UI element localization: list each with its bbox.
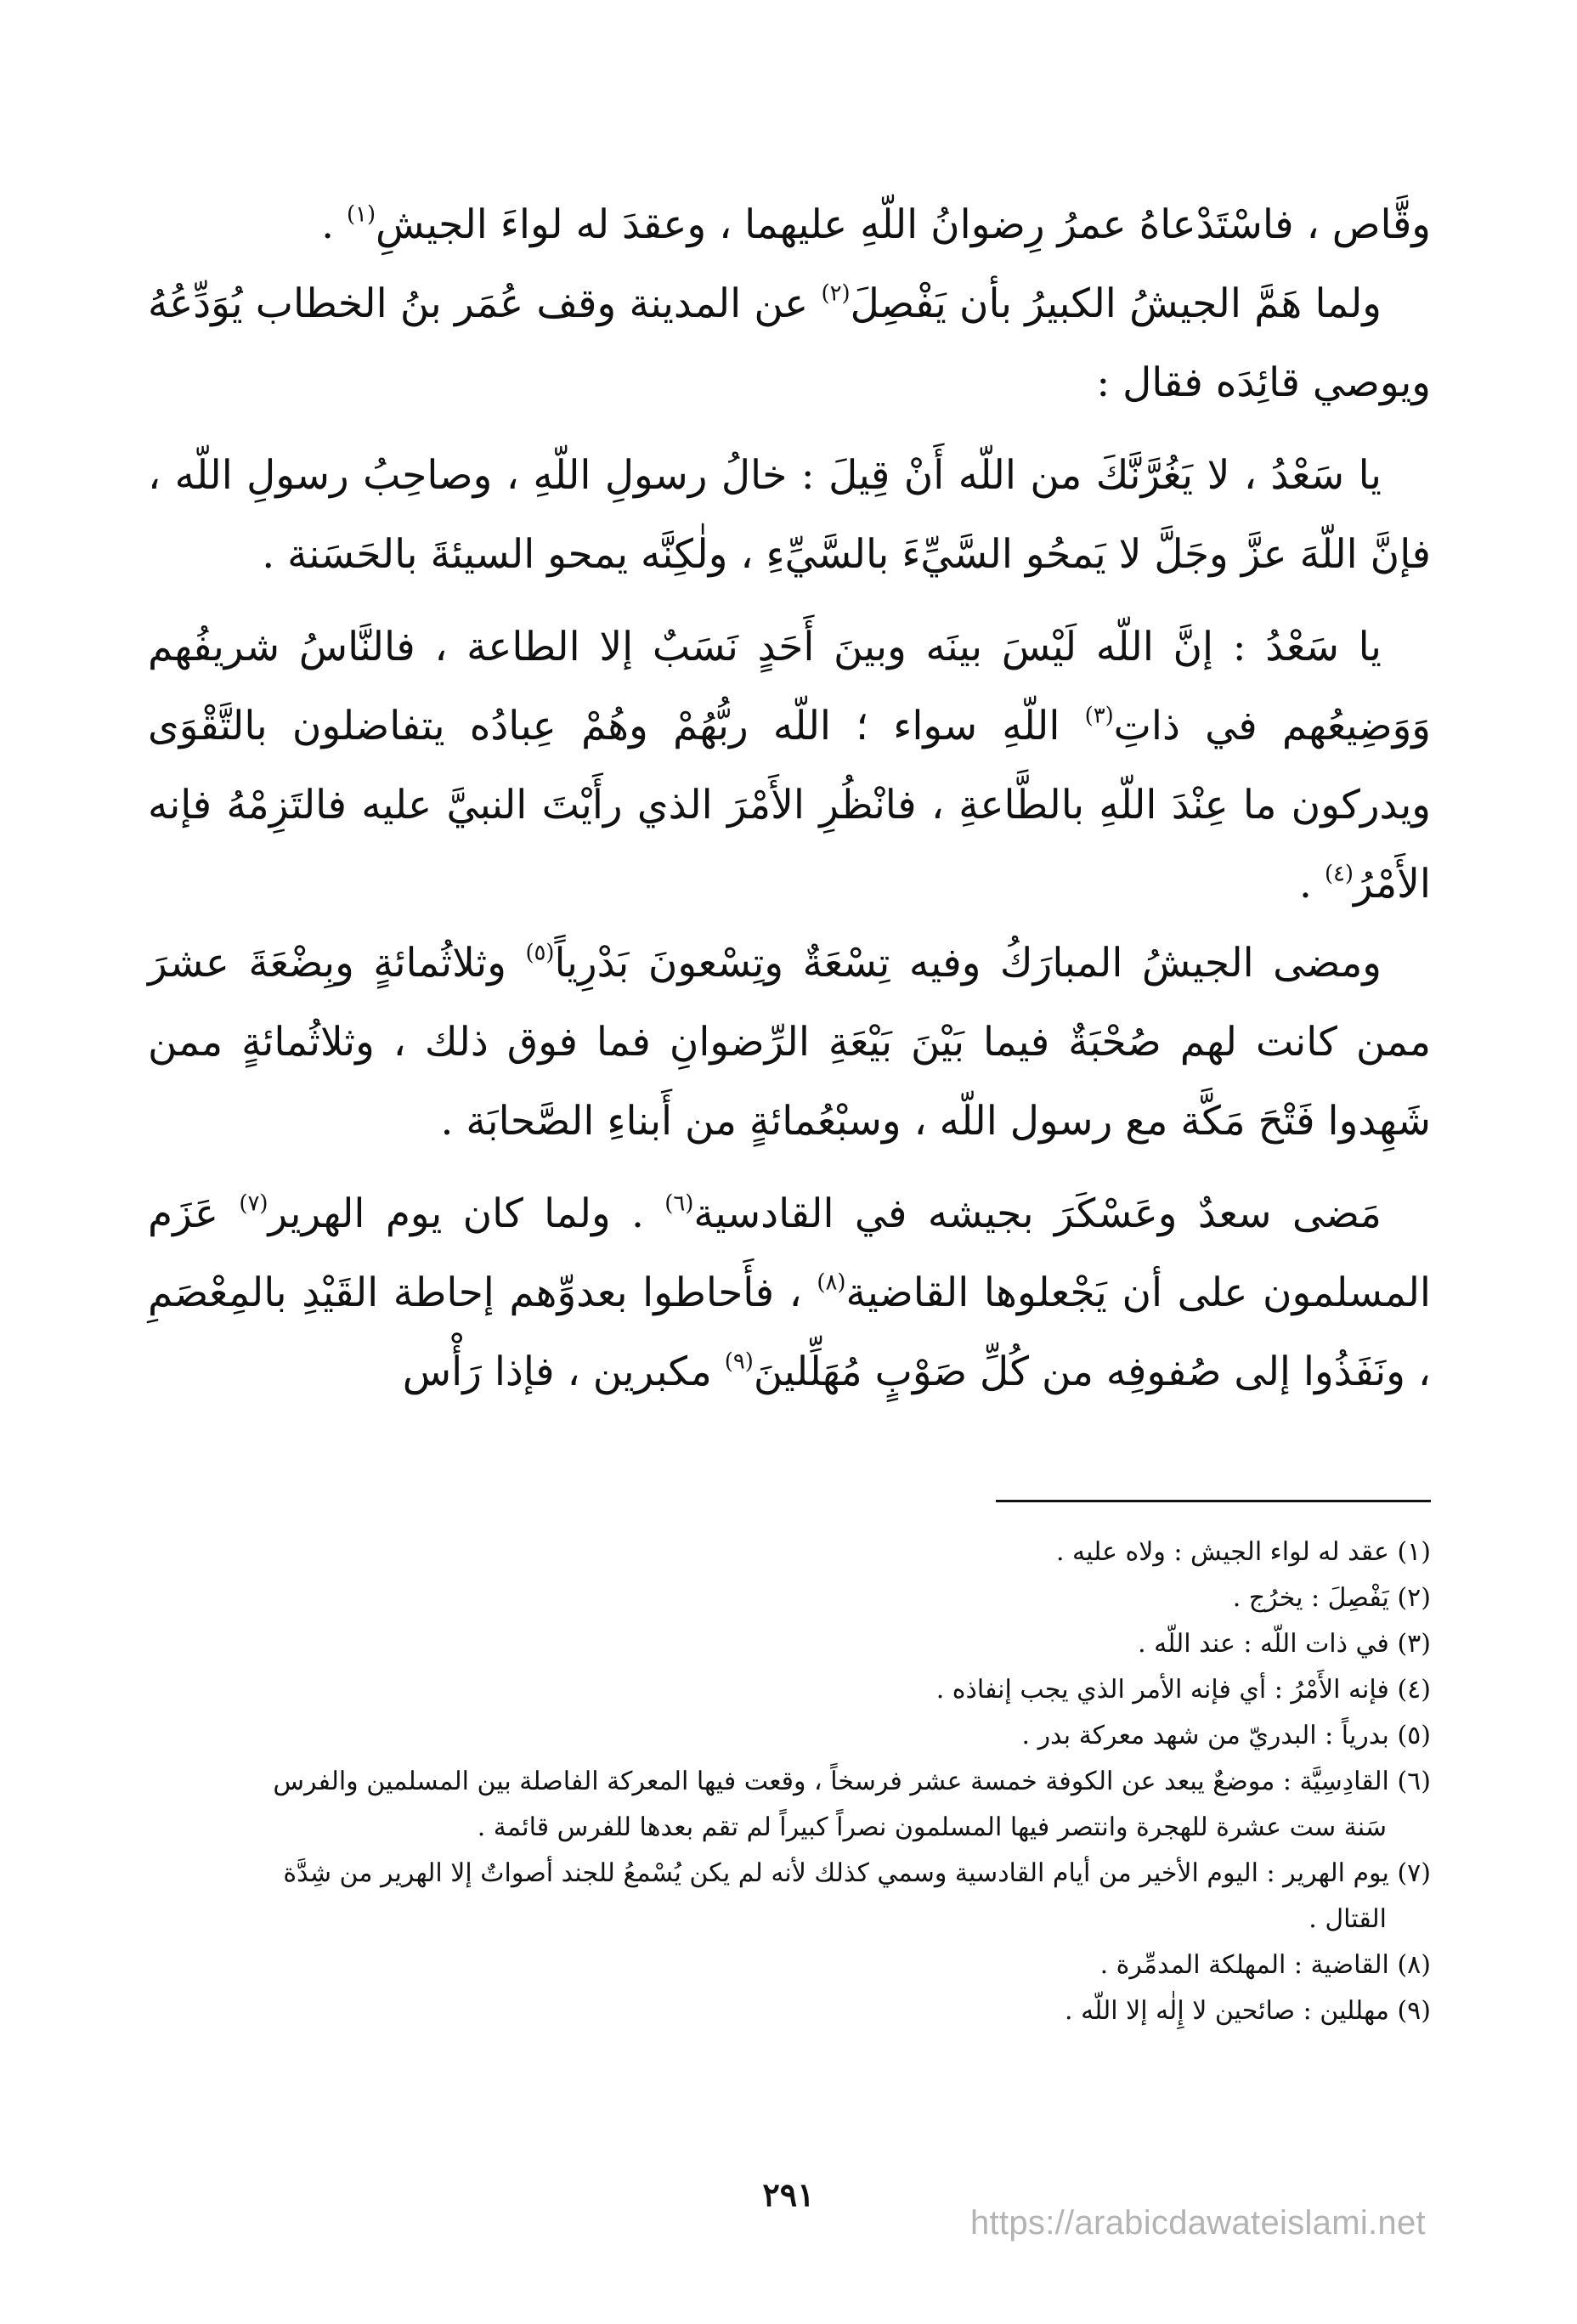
paragraph [148, 264, 1431, 422]
footnote-number: (٢) [1397, 1583, 1431, 1613]
footnote-reference: (٧) [239, 1190, 268, 1217]
footnote-number: (٨) [1397, 1950, 1431, 1980]
footnote-number: (٦) [1397, 1767, 1431, 1796]
footnote-reference: (٤) [1324, 861, 1354, 887]
footnote-text-continuation: القتال . [1309, 1904, 1387, 1934]
footnote-text: القاضية : المهلكة المدمِّرة . [1099, 1950, 1389, 1980]
footnote [148, 1942, 1431, 1988]
paragraph [148, 608, 1431, 924]
footnote-reference: (٣) [1084, 703, 1114, 729]
footnote [148, 1988, 1431, 2034]
watermark-url: https://arabicdawateislami.net [970, 2204, 1426, 2242]
paragraph [148, 436, 1431, 594]
paragraph-text: ولما هَمَّ الجيشُ الكبيرُ بأن يَفْصِلَ [850, 280, 1382, 327]
paragraph [148, 185, 1431, 264]
footnote-reference: (٨) [817, 1269, 846, 1296]
paragraph-text: وثلاثُمائةٍ وبِضْعَةَ عشرَ ممن كانت لهم صُحْبَةٌ فيما بَيْنَ بَيْعَةِ الرِّضوانِ فما فوق ذلك ، وثلاثُمائةٍ ممن شَهِدوا فَتْحَ مَكَّة مع رسول اللّه ، وسبْعُمائةٍ من أَبناءِ الصَّحابَة . [148, 940, 1431, 1145]
footnote-number: (٥) [1397, 1721, 1431, 1750]
footnotes [148, 1530, 1431, 2034]
paragraph-text: اللّهِ سواء ؛ اللّه ربُّهُمْ وهُمْ عِبادُه يتفاضلون بالتَّقْوَى ويدركون ما عِنْدَ اللّهِ بالطَّاعةِ ، فانْظُرِ الأَمْرَ الذي رأَيْتَ النبيَّ عليه فالتَزِمْهُ فإنه الأَمْرُ [148, 703, 1431, 908]
footnote [148, 1575, 1431, 1621]
footnote-separator [996, 1500, 1431, 1502]
footnote-text: القادِسِيَّة : موضعٌ يبعد عن الكوفة خمسة عشر فرسخاً ، وقعت فيها المعركة الفاصلة بين المسلمين والفرس [273, 1767, 1389, 1796]
paragraph-text: عن المدينة وقف عُمَر بنُ الخطاب يُوَدِّعُهُ ويوصي قائِدَه فقال : [148, 280, 1431, 406]
paragraph-text: . [321, 201, 347, 248]
paragraph-text: يا سَعْدُ : إنَّ اللّه لَيْسَ بينَه وبينَ أَحَدٍ نَسَبٌ إلا الطاعة ، فالنَّاسُ شريفُهم وَوَضِيعُهم في ذاتِ [148, 624, 1432, 749]
footnote [148, 1530, 1431, 1575]
footnote-reference: (٦) [664, 1190, 694, 1217]
footnote-text: فإنه الأَمْرُ : أي فإنه الأمر الذي يجب إنفاذه . [935, 1675, 1389, 1705]
paragraph-text: عَزَم المسلمون على أن يَجْعلوها القاضية [148, 1190, 1431, 1316]
paragraph-text: يا سَعْدُ ، لا يَغُرَّنَّكَ من اللّه أَنْ قِيلَ : خالُ رسولِ اللّهِ ، وصاحِبُ رسولِ اللّه ، فإنَّ اللّهَ عزَّ وجَلَّ لا يَمحُو السَّيِّءَ بالسَّيِّءِ ، ولٰكِنَّه يمحو السيئةَ بالحَسَنة . [148, 452, 1431, 578]
paragraph-text: ، فأَحاطوا بعدوِّهم إحاطة القَيْدِ بالمِعْصَمِ ، ونَفَذُوا إلى صُفوفِه من كُلِّ صَوْبٍ مُهَلِّلينَ [148, 1269, 1431, 1395]
footnote-text-continuation: سَنة ست عشرة للهجرة وانتصر فيها المسلمون نصراً كبيراً لم تقم بعدها للفرس قائمة . [477, 1812, 1387, 1842]
footnote-number: (٣) [1397, 1629, 1431, 1659]
footnote-reference: (٩) [724, 1349, 754, 1375]
footnote-number: (١) [1397, 1537, 1431, 1567]
paragraph-text: . ولما كان يوم الهرير [268, 1190, 665, 1237]
paragraph-text: مَضى سعدٌ وعَسْكَرَ بجيشه في القادسية [693, 1190, 1382, 1237]
page-number: ٢٩١ [762, 2175, 815, 2214]
footnote-text: في ذات اللّه : عند اللّه . [1138, 1629, 1389, 1659]
main-text [148, 185, 1431, 1411]
paragraph-text: . [1299, 861, 1325, 908]
footnote-number: (٤) [1397, 1675, 1431, 1705]
footnote [148, 1667, 1431, 1713]
paragraph-text: مكبرين ، فإذا رَأْس [402, 1349, 725, 1395]
paragraph-text: ومضى الجيشُ المبارَكُ وفيه تِسْعَةٌ وتِسْعونَ بَدْرِياً [554, 940, 1382, 987]
footnote-text: عقد له لواء الجيش : ولاه عليه . [1055, 1537, 1389, 1567]
paragraph [148, 924, 1431, 1161]
footnote [148, 1759, 1431, 1851]
footnote [148, 1851, 1431, 1942]
footnote [148, 1621, 1431, 1667]
footnote-text: يوم الهرير : اليوم الأخير من أيام القادسية وسمي كذلك لأنه لم يكن يُسْمعُ للجند أصواتٌ إلا الهرير من شِدَّة [283, 1858, 1389, 1888]
footnote-reference: (٢) [821, 280, 851, 307]
footnote-text: يَفْصِلَ : يخرُج . [1232, 1583, 1389, 1613]
footnote-number: (٩) [1397, 1996, 1431, 2026]
footnote-text: بدرياً : البدريّ من شهد معركة بدر . [1021, 1721, 1389, 1750]
footnote-number: (٧) [1397, 1858, 1431, 1888]
paragraph [148, 1174, 1431, 1411]
footnote-text: مهللين : صائحين لا إِلٰه إلا اللّه . [1065, 1996, 1389, 2026]
paragraph-text: وقَّاص ، فاسْتَدْعاهُ عمرُ رِضوانُ اللّهِ عليهما ، وعقدَ له لواءَ الجيشِ [376, 201, 1431, 248]
footnote [148, 1713, 1431, 1759]
footnote-reference: (١) [346, 201, 376, 228]
footnote-reference: (٥) [525, 940, 555, 966]
